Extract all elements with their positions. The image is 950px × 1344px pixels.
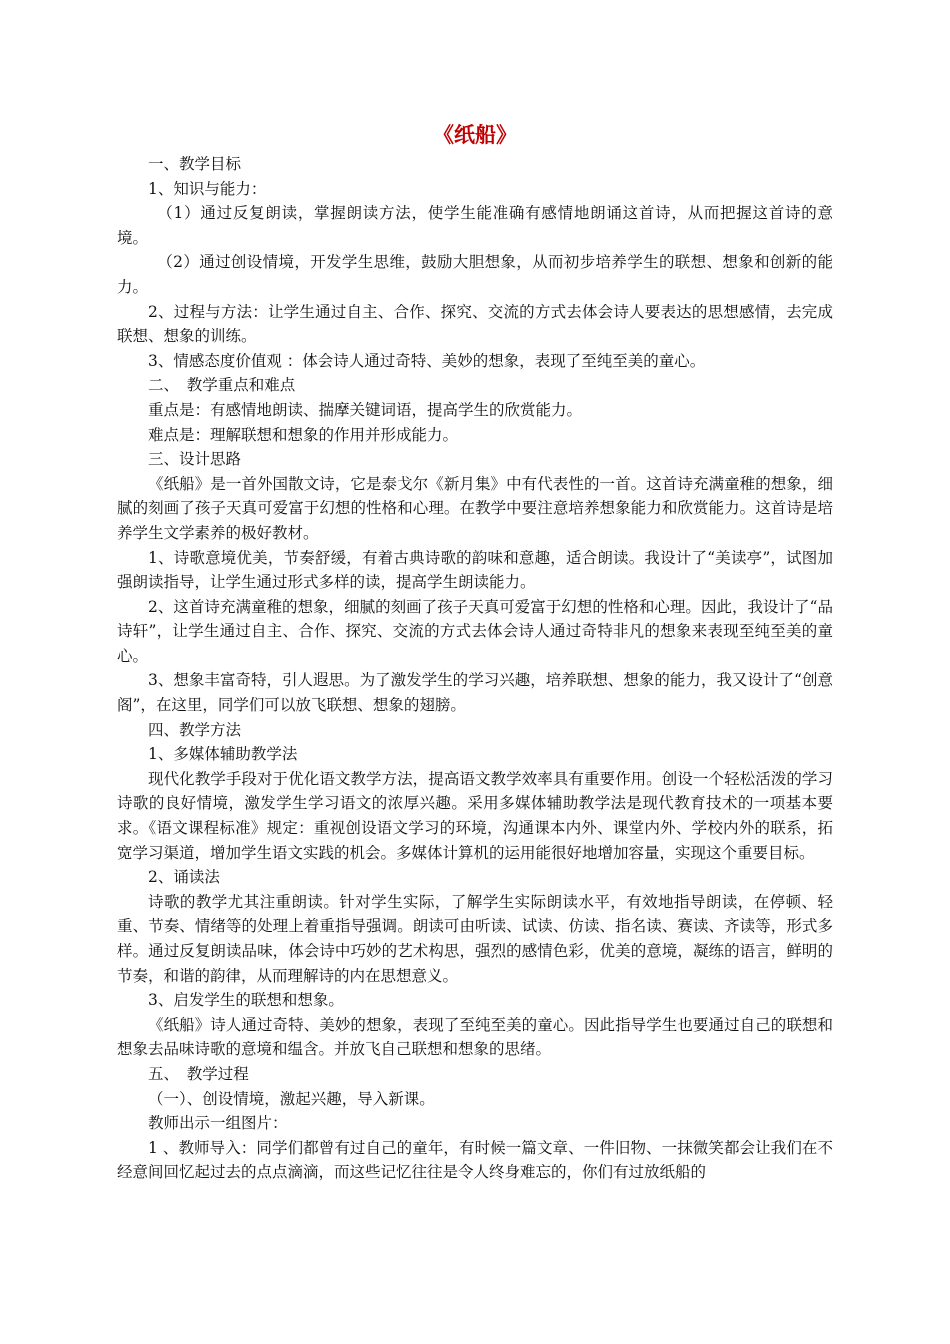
paragraph: 重点是：有感情地朗读、揣摩关键词语，提高学生的欣赏能力。 (148, 400, 583, 419)
document-page (117, 118, 833, 1185)
paragraph: 二、 教学重点和难点 (148, 376, 296, 395)
paragraph: 教师出示一组图片： (148, 1114, 288, 1133)
paragraph: 五、 教学过程 (148, 1064, 249, 1083)
paragraph: 1、诗歌意境优美，节奏舒缓，有着古典诗歌的韵味和意趣，适合朗读。我设计了“美读亭”，试图加强朗读指导，让学生通过形式多样的读，提高学生朗读能力。 (117, 548, 833, 592)
paragraph: 1、知识与能力： (148, 179, 267, 198)
paragraph: （1）通过反复朗读，掌握朗读方法，使学生能准确有感情地朗诵这首诗，从而把握这首诗的意境。 (117, 204, 833, 247)
paragraph: 《纸船》是一首外国散文诗，它是泰戈尔《新月集》中有代表性的一首。这首诗充满童稚的想象，细腻的刻画了孩子天真可爱富于幻想的性格和心理。在教学中要注意培养想象能力和欣赏能力。这首诗是培养学生文学素养的极好教材。 (117, 474, 833, 542)
document-title: 《纸船》 (433, 122, 517, 147)
paragraph: 3、想象丰富奇特，引人遐思。为了激发学生的学习兴趣，培养联想、想象的能力，我又设计了“创意阁”，在这里，同学们可以放飞联想、想象的翅膀。 (117, 671, 833, 715)
paragraph: 2、过程与方法：让学生通过自主、合作、探究、交流的方式去体会诗人要表达的思想感情，去完成联想、想象的训练。 (117, 302, 833, 346)
paragraph: 现代化教学手段对于优化语文教学方法，提高语文教学效率具有重要作用。创设一个轻松活泼的学习诗歌的良好情境，激发学生学习语文的浓厚兴趣。采用多媒体辅助教学法是现代教育技术的一项基本要求。《语文课程标准》规定：重视创设语文学习的环境，沟通课本内外、课堂内外、学校内外的联系，拓宽学习渠道，增加学生语文实践的机会。多媒体计算机的运用能很好地增加容量，实现这个重要目标。 (117, 769, 833, 862)
paragraph: 1 、教师导入：同学们都曾有过自己的童年，有时候一篇文章、一件旧物、一抹微笑都会让我们在不经意间回忆起过去的点点滴滴，而这些记忆往往是令人终身难忘的，你们有过放纸船的 (117, 1138, 833, 1182)
paragraph: 3、情感态度价值观 ：体会诗人通过奇特、美妙的想象，表现了至纯至美的童心。 (148, 351, 706, 370)
paragraph: 3、启发学生的联想和想象。 (148, 991, 344, 1010)
paragraph: （一）、创设情境，激起兴趣，导入新课。 (148, 1089, 435, 1108)
paragraph: 诗歌的教学尤其注重朗读。针对学生实际，了解学生实际朗读水平，有效地指导朗读，在停顿、轻重、节奏、情绪等的处理上着重指导强调。朗读可由听读、试读、仿读、指名读、赛读、齐读等，形式多样。通过反复朗读品味，体会诗中巧妙的艺术构思，强烈的感情色彩，优美的意境，凝练的语言，鲜明的节奏，和谐的韵律，从而理解诗的内在思想意义。 (117, 892, 833, 985)
paragraph: （2）通过创设情境，开发学生思维，鼓励大胆想象，从而初步培养学生的联想、想象和创新的能力。 (117, 253, 833, 296)
paragraph: 四、教学方法 (148, 720, 242, 739)
paragraph: 一、教学目标 (148, 155, 242, 173)
paragraph: 三、设计思路 (148, 450, 242, 469)
paragraph: 难点是：理解联想和想象的作用并形成能力。 (148, 425, 459, 444)
document-body (117, 152, 833, 1185)
paragraph: 2、诵读法 (148, 868, 220, 887)
paragraph: 《纸船》诗人通过奇特、美妙的想象，表现了至纯至美的童心。因此指导学生也要通过自己的联想和想象去品味诗歌的意境和缊含。并放飞自己联想和想象的思绪。 (117, 1015, 833, 1059)
paragraph: 2、这首诗充满童稚的想象，细腻的刻画了孩子天真可爱富于幻想的性格和心理。因此，我设计了“品诗轩”，让学生通过自主、合作、探究、交流的方式去体会诗人通过奇特非凡的想象来表现至纯至美的童心。 (117, 597, 833, 665)
paragraph: 1、多媒体辅助教学法 (148, 745, 298, 764)
